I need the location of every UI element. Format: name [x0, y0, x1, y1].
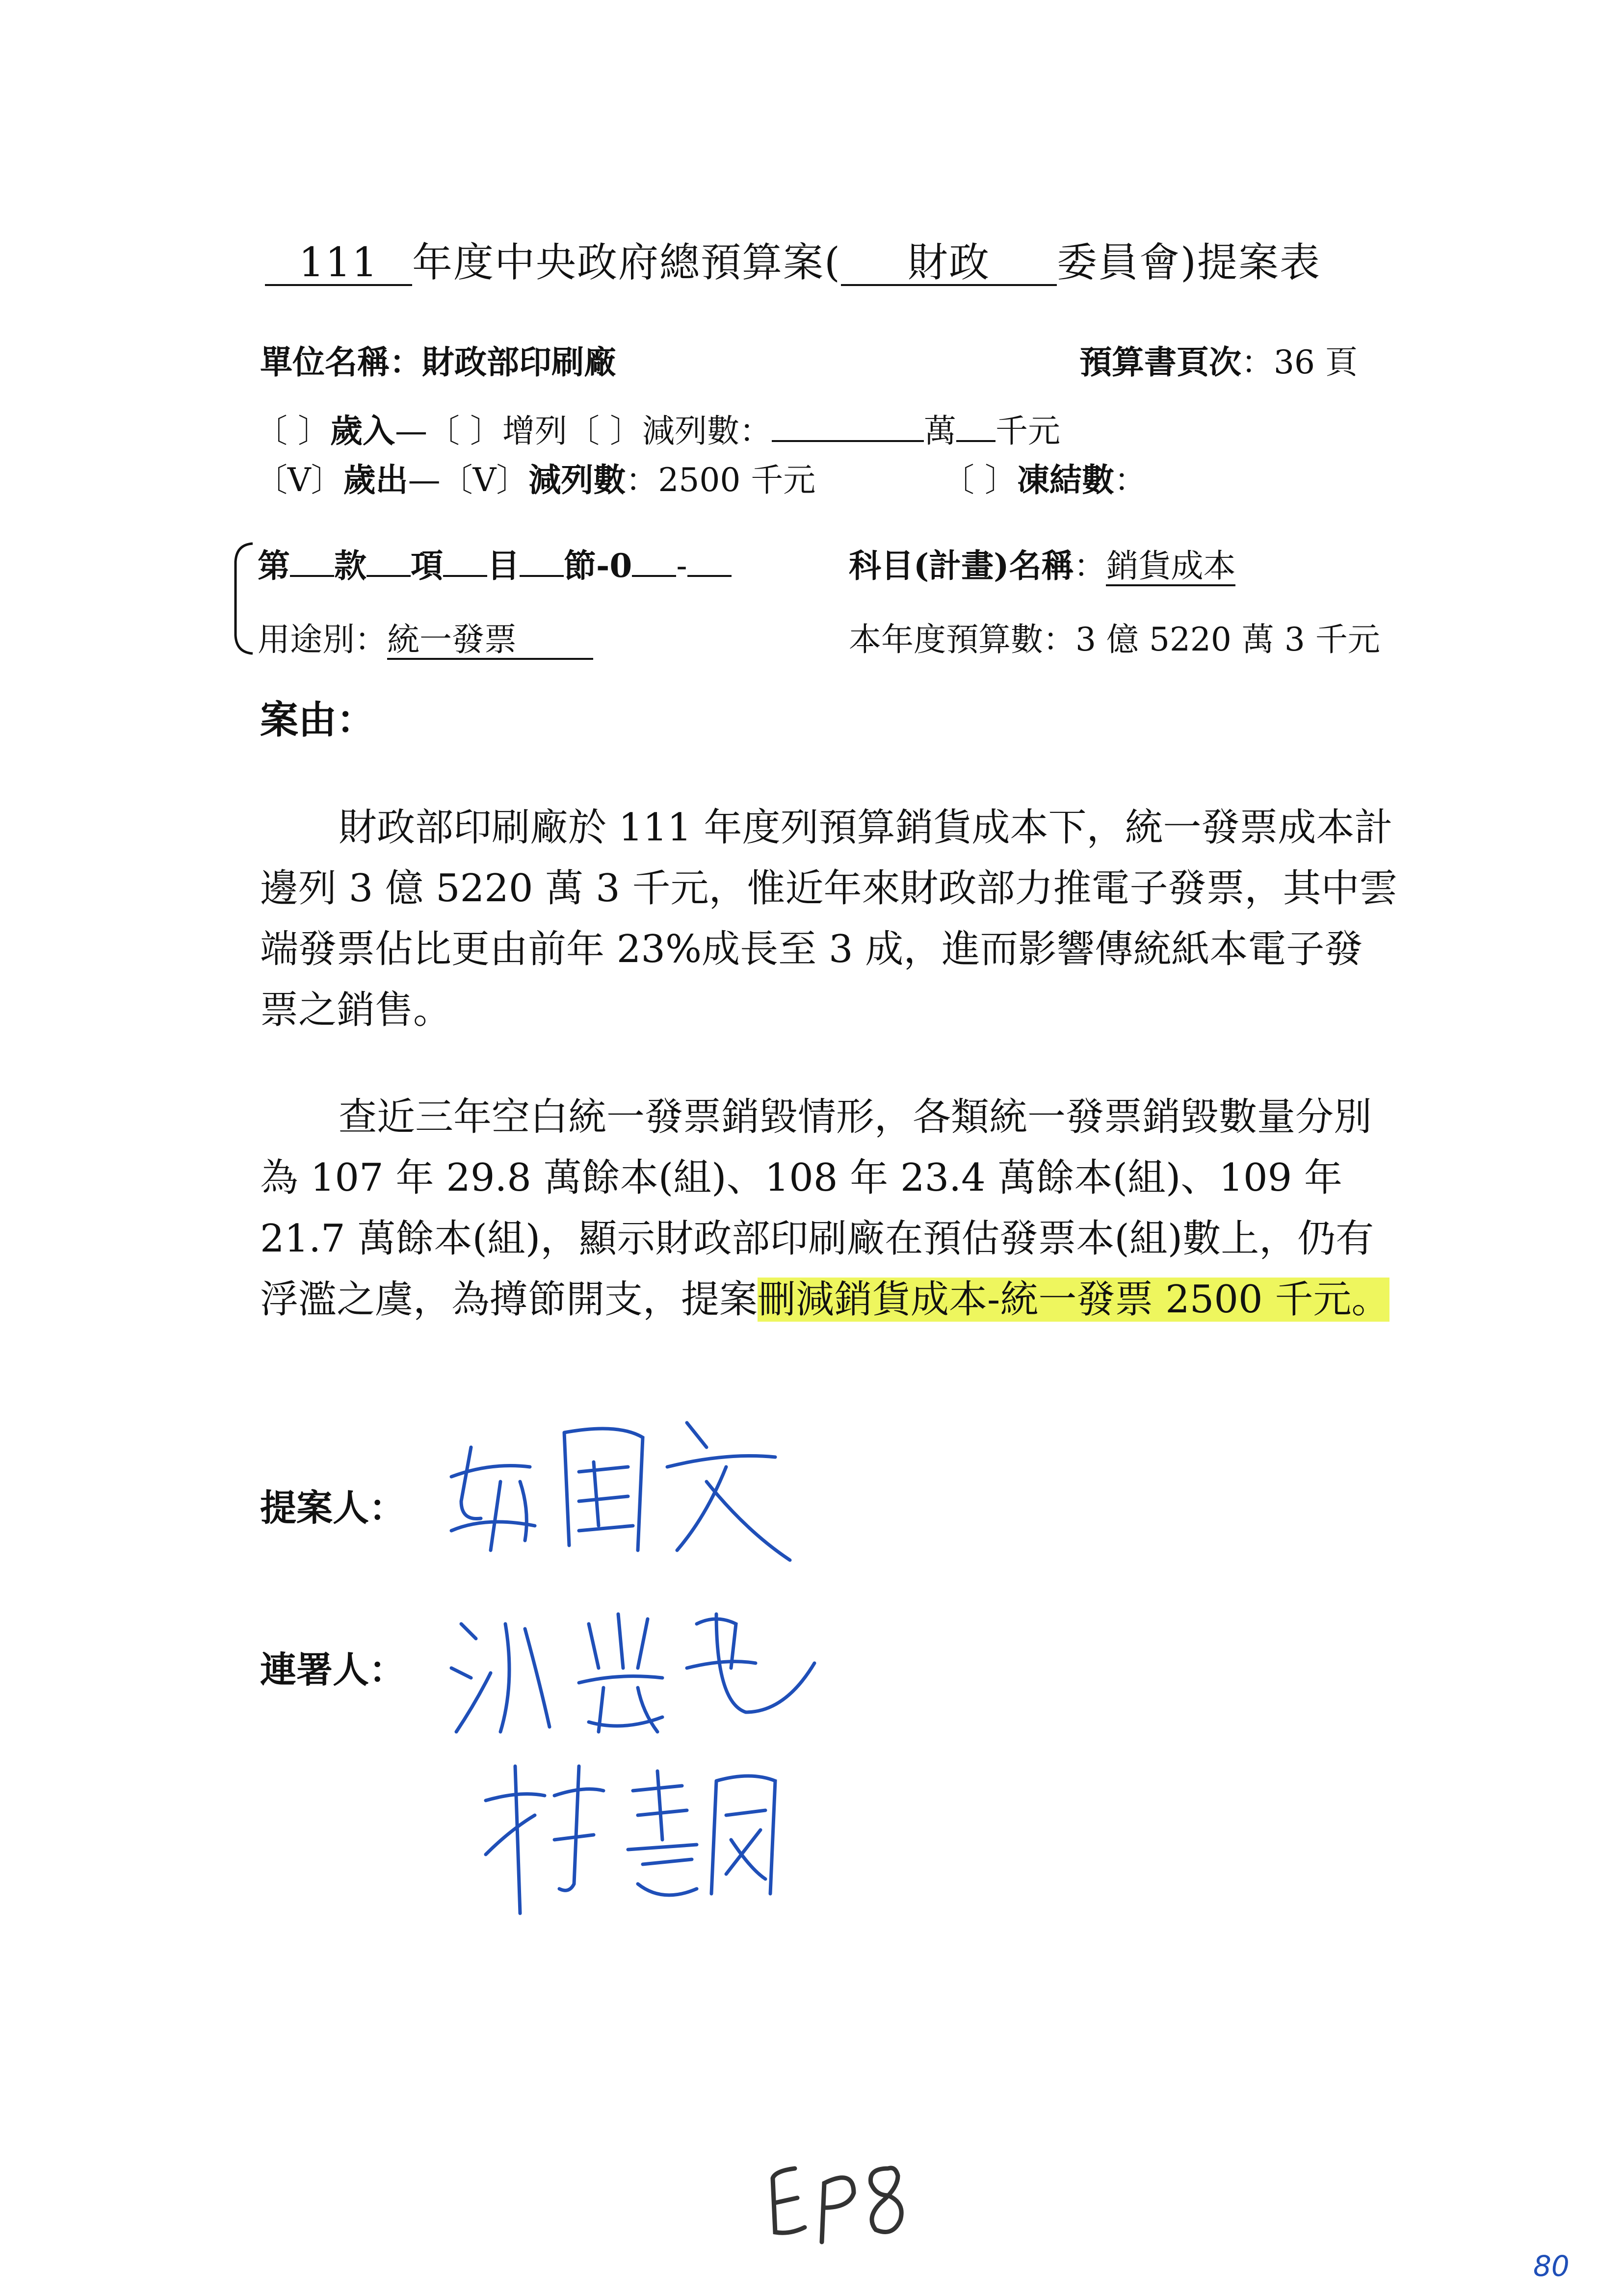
unit-label: 單位名稱： [260, 343, 422, 381]
class-kuan: 款 [334, 547, 367, 585]
revenue-blank-1 [772, 411, 924, 442]
freeze-row [942, 454, 1147, 500]
usage-row [258, 613, 593, 660]
freeze-box: 〔 〕 [942, 461, 1017, 499]
highlighted-amount: 刪減銷貨成本-統一發票 2500 千元。 [758, 1278, 1390, 1322]
cosigner-signature-2 [476, 1756, 790, 1918]
page-ref-label: 預算書頁次 [1079, 343, 1241, 381]
revenue-checkbox: 〔 〕 [255, 412, 330, 450]
budget-row [849, 613, 1380, 660]
unit-row [260, 336, 616, 383]
reason-heading: 案由： [260, 698, 375, 742]
revenue-label: 歲入 [330, 412, 395, 450]
subject-label: 科目(計畫)名稱 [849, 547, 1074, 585]
proposer-signature [432, 1403, 805, 1580]
title-year: 111 [265, 242, 412, 286]
expenditure-row [255, 454, 815, 500]
proposer-label: 提案人： [260, 1487, 405, 1529]
bracket-icon [231, 540, 255, 657]
expenditure-dash: — [408, 461, 441, 499]
revenue-unit-2: 千元 [995, 412, 1060, 450]
subject-row [849, 540, 1235, 586]
expenditure-label: 歲出 [343, 461, 408, 499]
page-ref-value: ：36 頁 [1241, 343, 1358, 381]
class-xiang: 項 [411, 547, 443, 585]
revenue-dash: — [394, 412, 427, 450]
class-jie: 節-0 [564, 547, 632, 585]
class-blank-1 [290, 546, 334, 577]
revenue-blank-2 [956, 411, 995, 442]
revenue-row [255, 405, 1060, 451]
class-kuan-prefix: 第 [258, 547, 290, 585]
class-blank-4 [520, 546, 564, 577]
expenditure-decrease-value: ：2500 千元 [626, 461, 816, 499]
expenditure-decrease-label: 減列數 [528, 461, 626, 499]
paragraph-2 [260, 1087, 1398, 1330]
paragraph-1 [260, 797, 1398, 1041]
expenditure-decrease-box: 〔V〕 [440, 461, 529, 499]
handwritten-code [756, 2149, 913, 2247]
budget-label: 本年度預算數： [849, 621, 1075, 658]
class-mu: 目 [487, 547, 520, 585]
revenue-decrease: 〔 〕減列數： [567, 412, 772, 450]
cosigner-label: 連署人： [260, 1649, 405, 1691]
revenue-unit-1: 萬 [923, 412, 956, 450]
expenditure-checkbox: 〔V〕 [255, 461, 343, 499]
paragraph-2-main: 查近三年空白統一發票銷毀情形，各類統一發票銷毀數量分別為 107 年 29.8 萬餘本(組)、108 年 23.4 萬餘本(組)、109 年 21.7 萬餘本(組)，顯示財政部印刷廠在預估發票本(組)數上，仍有浮濫之虞，為撙節開支，提案 [260, 1095, 1374, 1322]
budget-value: 3 億 5220 萬 3 千元 [1075, 621, 1380, 658]
class-blank-3 [443, 546, 487, 577]
class-blank-6 [687, 546, 732, 577]
freeze-label: 凍結數 [1017, 461, 1114, 499]
paragraph-2-text [260, 1087, 1398, 1330]
usage-value: 統一發票 [387, 622, 593, 660]
paragraph-1-text: 財政部印刷廠於 111 年度列預算銷貨成本下，統一發票成本計邊列 3 億 5220 萬 3 千元，惟近年來財政部力推電子發票，其中雲端發票佔比更由前年 23%成長至 3 成，進而影響傳統紙本電子發票之銷售。 [260, 806, 1398, 1032]
title-committee: 財政 [841, 242, 1057, 286]
subject-value: 銷貨成本 [1106, 548, 1235, 586]
class-blank-2 [367, 546, 411, 577]
revenue-increase: 〔 〕增列 [427, 412, 567, 450]
subject-colon: ： [1074, 547, 1106, 585]
class-blank-5 [632, 546, 676, 577]
unit-value: 財政部印刷廠 [422, 343, 616, 381]
document-title [265, 231, 1321, 288]
class-dash: - [676, 547, 687, 585]
page-ref-row [1079, 336, 1358, 383]
classification-row [258, 540, 732, 586]
freeze-value: ： [1114, 461, 1147, 499]
usage-label: 用途別： [258, 621, 387, 658]
cosigner-signature-1 [442, 1585, 834, 1751]
page-number: 80 [1533, 2249, 1570, 2283]
title-text-2: 委員會)提案表 [1057, 239, 1321, 286]
title-text-1: 年度中央政府總預算案( [412, 239, 841, 286]
